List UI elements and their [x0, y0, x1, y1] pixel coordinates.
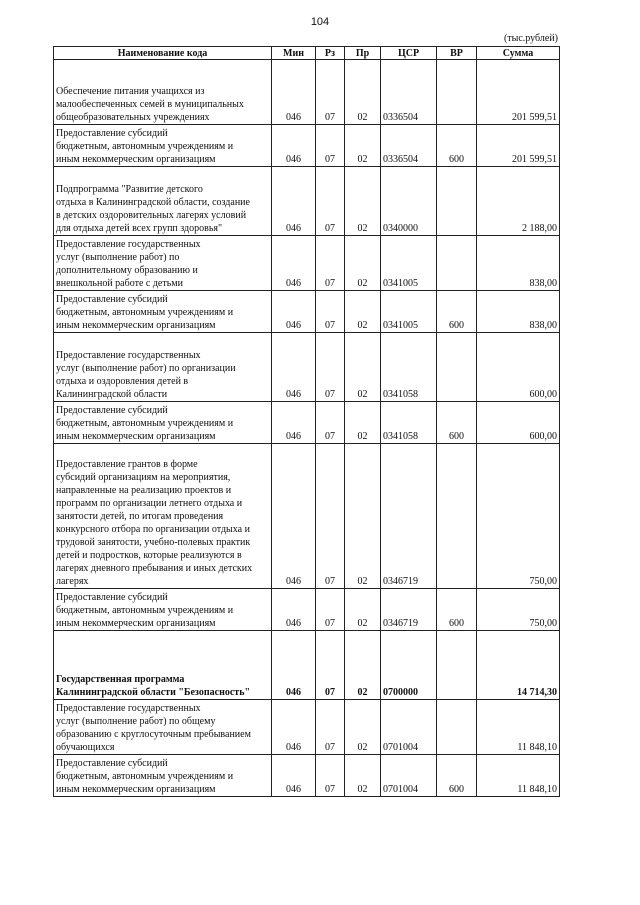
cell-sum: 11 848,10 [477, 755, 560, 797]
row-name-text: Предоставление субсидий бюджетным, автономным учреждениям и иным некоммерческим организациям [56, 592, 234, 629]
table-row [54, 333, 560, 402]
table-row [54, 444, 560, 589]
cell-csr: 0700000 [381, 631, 437, 700]
cell-rz: 07 [316, 589, 345, 631]
cell-rz: 07 [316, 291, 345, 333]
cell-sum: 750,00 [477, 589, 560, 631]
cell-pr: 02 [345, 333, 381, 402]
header-rz: Рз [316, 47, 345, 60]
row-name-text: Обеспечение питания учащихся из малообеспеченных семей в муниципальных общеобразовательных учреждениях [56, 86, 244, 123]
cell-name [54, 291, 272, 333]
row-name-text: Предоставление государственных услуг (выполнение работ) по общему образованию с круглосуточным пребыванием обучающихся [56, 703, 251, 753]
table-row [54, 125, 560, 167]
row-name-text: Государственная программа Калининградской области "Безопасность" [56, 674, 251, 698]
cell-min: 046 [272, 755, 316, 797]
cell-name [54, 444, 272, 589]
header-min: Мин [272, 47, 316, 60]
cell-vr [437, 333, 477, 402]
cell-min: 046 [272, 402, 316, 444]
page-number: 104 [310, 16, 330, 28]
cell-rz: 07 [316, 60, 345, 125]
cell-vr [437, 700, 477, 755]
cell-pr: 02 [345, 589, 381, 631]
cell-min: 046 [272, 333, 316, 402]
cell-csr: 0341058 [381, 402, 437, 444]
row-name-text: Предоставление грантов в форме субсидий организациям на мероприятия, направленные на реализацию проектов и программ по организации летнего отдыха и занятости детей, по итогам проведения конкурсного отбора по организации отдыха и трудовой занятости, учебно-полевых практик детей и подростков, которые реализуются в лагерях дневного пребывания и иных детских лагерях [56, 459, 253, 587]
cell-min: 046 [272, 236, 316, 291]
cell-name [54, 333, 272, 402]
cell-csr: 0336504 [381, 125, 437, 167]
cell-name [54, 236, 272, 291]
cell-name [54, 125, 272, 167]
cell-rz: 07 [316, 125, 345, 167]
header-csr: ЦСР [381, 47, 437, 60]
header-pr: Пр [345, 47, 381, 60]
cell-sum: 750,00 [477, 444, 560, 589]
cell-sum: 201 599,51 [477, 125, 560, 167]
table-header-row [54, 47, 560, 60]
cell-vr [437, 631, 477, 700]
cell-rz: 07 [316, 402, 345, 444]
cell-vr: 600 [437, 125, 477, 167]
cell-sum: 2 188,00 [477, 167, 560, 236]
cell-name [54, 60, 272, 125]
cell-min: 046 [272, 700, 316, 755]
cell-csr: 0701004 [381, 755, 437, 797]
table-row [54, 291, 560, 333]
cell-name [54, 167, 272, 236]
cell-name [54, 402, 272, 444]
row-name-text: Предоставление государственных услуг (выполнение работ) по дополнительному образованию и внешкольной работе с детьми [56, 239, 201, 289]
cell-pr: 02 [345, 402, 381, 444]
table-row [54, 589, 560, 631]
row-name-text: Подпрограмма "Развитие детского отдыха в Калининградской области, создание в детских оздоровительных лагерях условий для отдыха детей всех групп здоровья" [56, 184, 250, 234]
cell-sum: 838,00 [477, 236, 560, 291]
cell-min: 046 [272, 60, 316, 125]
cell-min: 046 [272, 589, 316, 631]
table-row [54, 402, 560, 444]
cell-vr [437, 167, 477, 236]
cell-vr [437, 236, 477, 291]
cell-csr: 0341005 [381, 236, 437, 291]
table-row [54, 60, 560, 125]
cell-rz: 07 [316, 444, 345, 589]
cell-vr: 600 [437, 755, 477, 797]
cell-sum: 838,00 [477, 291, 560, 333]
header-vr: ВР [437, 47, 477, 60]
cell-min: 046 [272, 631, 316, 700]
cell-pr: 02 [345, 444, 381, 589]
cell-vr [437, 60, 477, 125]
cell-name [54, 631, 272, 700]
cell-name [54, 700, 272, 755]
row-name-text: Предоставление субсидий бюджетным, автономным учреждениям и иным некоммерческим организациям [56, 405, 234, 442]
cell-rz: 07 [316, 236, 345, 291]
cell-rz: 07 [316, 700, 345, 755]
cell-csr: 0336504 [381, 60, 437, 125]
cell-rz: 07 [316, 167, 345, 236]
cell-csr: 0346719 [381, 589, 437, 631]
row-name-text: Предоставление субсидий бюджетным, автономным учреждениям и иным некоммерческим организациям [56, 758, 234, 795]
cell-csr: 0341058 [381, 333, 437, 402]
cell-min: 046 [272, 167, 316, 236]
table-row [54, 236, 560, 291]
cell-sum: 201 599,51 [477, 60, 560, 125]
row-name-text: Предоставление субсидий бюджетным, автономным учреждениям и иным некоммерческим организациям [56, 294, 234, 331]
cell-min: 046 [272, 125, 316, 167]
cell-csr: 0346719 [381, 444, 437, 589]
cell-vr: 600 [437, 291, 477, 333]
cell-pr: 02 [345, 236, 381, 291]
cell-pr: 02 [345, 167, 381, 236]
cell-pr: 02 [345, 631, 381, 700]
cell-rz: 07 [316, 333, 345, 402]
table-row [54, 631, 560, 700]
cell-vr: 600 [437, 589, 477, 631]
cell-pr: 02 [345, 60, 381, 125]
header-sum: Сумма [477, 47, 560, 60]
cell-min: 046 [272, 291, 316, 333]
row-name-text: Предоставление государственных услуг (выполнение работ) по организации отдыха и оздоровления детей в Калининградской области [56, 350, 236, 400]
cell-name [54, 755, 272, 797]
cell-csr: 0341005 [381, 291, 437, 333]
cell-vr: 600 [437, 402, 477, 444]
cell-csr: 0340000 [381, 167, 437, 236]
cell-pr: 02 [345, 291, 381, 333]
header-name: Наименование кода [54, 47, 272, 60]
cell-pr: 02 [345, 125, 381, 167]
table-row [54, 700, 560, 755]
cell-rz: 07 [316, 631, 345, 700]
cell-sum: 600,00 [477, 333, 560, 402]
cell-sum: 11 848,10 [477, 700, 560, 755]
cell-sum: 14 714,30 [477, 631, 560, 700]
cell-pr: 02 [345, 755, 381, 797]
units-label: (тыс.рублей) [503, 33, 558, 44]
row-name-text: Предоставление субсидий бюджетным, автономным учреждениям и иным некоммерческим организациям [56, 128, 234, 165]
cell-sum: 600,00 [477, 402, 560, 444]
cell-csr: 0701004 [381, 700, 437, 755]
budget-table [53, 46, 560, 797]
cell-rz: 07 [316, 755, 345, 797]
cell-pr: 02 [345, 700, 381, 755]
cell-name [54, 589, 272, 631]
table-row [54, 755, 560, 797]
table-body [54, 60, 560, 797]
cell-min: 046 [272, 444, 316, 589]
table-row [54, 167, 560, 236]
cell-vr [437, 444, 477, 589]
